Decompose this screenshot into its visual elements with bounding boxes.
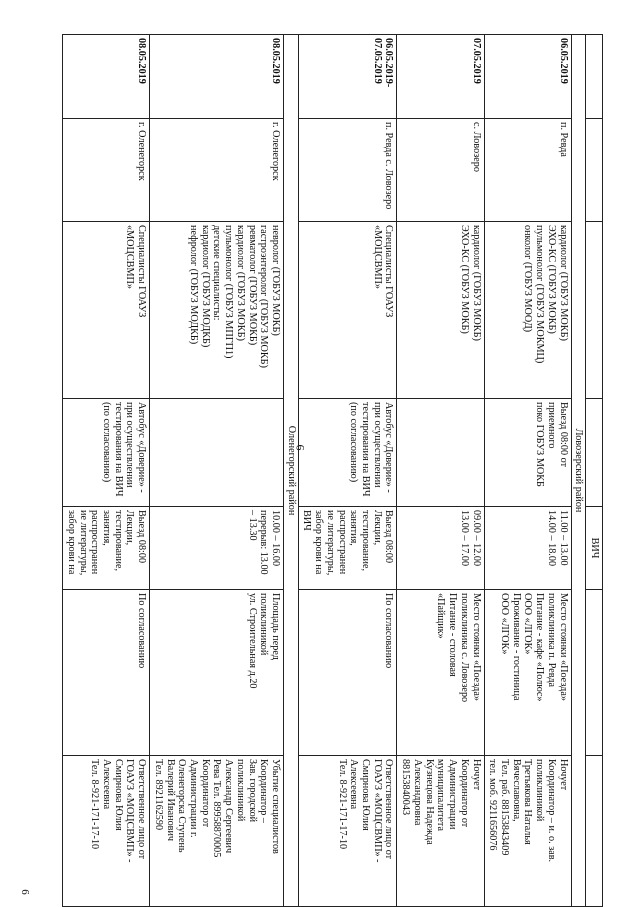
location-cell xyxy=(484,590,571,756)
location-line: По согласованию xyxy=(136,593,148,669)
location-line: Проживание - гостиница xyxy=(510,593,522,701)
responsible-line: Рева Тел. 89958870005 xyxy=(211,759,223,858)
place-cell: г. Оленегорск xyxy=(150,119,284,222)
time-line: 13.00 – 17.00 xyxy=(458,510,470,567)
location-line: Питание - столовая xyxy=(447,593,459,677)
location-line: Место стоянки «Поезда» xyxy=(470,593,482,701)
specialists-line: пульмонолог (ГОБУЗ МОКМЦ) xyxy=(534,225,546,364)
specialists-line: онколог (ГОБУЗ МООД) xyxy=(522,225,534,333)
specialists-line: детские специалисты: xyxy=(211,225,223,321)
location-line: По согласованию xyxy=(383,593,395,669)
time-line: распространен xyxy=(336,510,348,575)
specialists-line: Специалисты ГОАУЗ xyxy=(383,225,395,318)
page-number: 6 xyxy=(293,444,308,451)
specialists-line: «МОЦСВМП» xyxy=(371,225,383,289)
date-cell: 06.05.2019 xyxy=(484,35,571,119)
responsible-cell xyxy=(298,756,397,907)
transport-line: тестирования на ВИЧ xyxy=(360,402,372,497)
time-line: 09.00 – 12.00 xyxy=(470,510,482,567)
time-cell xyxy=(63,507,150,590)
specialists-line: нефролог (ГОБУЗ МОДКБ) xyxy=(188,225,199,345)
time-line: – 13.30 xyxy=(246,510,258,541)
specialists-line: кардиолог (ГОБУЗ МОДКБ) xyxy=(199,225,211,348)
section-title: Оленегорский район xyxy=(284,35,299,907)
section-header-row xyxy=(571,35,586,907)
schedule-table xyxy=(62,34,603,907)
responsible-line: Координатор – xyxy=(258,759,270,823)
responsible-line: муниципалитета xyxy=(435,759,447,832)
table-row xyxy=(63,35,150,907)
location-line: поликлиника с. Ловозеро xyxy=(458,593,470,703)
responsible-line: поликлиникой xyxy=(534,759,546,822)
transport-line: поко ГОБУЗ МОКБ xyxy=(534,402,546,487)
rotated-page xyxy=(67,34,603,906)
responsible-line: Александр Сергеевич xyxy=(223,759,235,854)
transport-cell xyxy=(397,399,484,507)
responsible-line: Ответственное лицо от xyxy=(383,759,395,860)
responsible-line: Ночует xyxy=(557,759,569,791)
specialists-line: ЭХО-КС (ГОБУЗ МОКБ) xyxy=(458,225,470,334)
responsible-line: Алексеевна xyxy=(348,759,360,810)
location-line: ООО «ЛГОК» xyxy=(498,593,510,655)
responsible-line: 88153840043 xyxy=(400,759,412,816)
location-line: «Пайщик» xyxy=(435,593,447,639)
time-cell xyxy=(397,507,484,590)
location-line: поликлиника п. Ревда xyxy=(545,593,557,688)
transport-cell xyxy=(484,399,571,507)
specialists-cell xyxy=(150,222,284,399)
transport-line: Автобус «Доверие» - xyxy=(136,402,148,493)
specialists-cell xyxy=(63,222,150,399)
responsible-line: Зав. городской xyxy=(246,759,258,823)
responsible-line: тел. моб. 9211656076 xyxy=(487,759,499,851)
specialists-line: «МОЦСВМП» xyxy=(124,225,136,289)
table-top-row xyxy=(586,35,603,907)
time-line: ВИЧ xyxy=(301,510,313,531)
responsible-line: Координатор от xyxy=(458,759,470,828)
table-row xyxy=(484,35,571,907)
time-line: забор крови на xyxy=(65,510,77,575)
responsible-line: Убытие специалистов xyxy=(270,759,282,854)
time-line: 14.00 – 18.00 xyxy=(545,510,557,567)
responsible-line: Вячеславовна, xyxy=(510,759,522,822)
specialists-line: невролог (ГОБУЗ МОКБ) xyxy=(270,225,282,336)
time-line: Лекции, xyxy=(124,510,136,546)
responsible-line: Администрации xyxy=(447,759,459,830)
date-cell: 06.05.2019-07.05.2019 xyxy=(298,35,397,119)
specialists-cell xyxy=(397,222,484,399)
responsible-line: Алексеевна xyxy=(100,759,112,810)
responsible-line: Тел. раб. 88153843409 xyxy=(498,759,510,856)
responsible-line: Третьякова Наталья xyxy=(522,759,534,845)
place-cell: с. Ловозеро xyxy=(397,119,484,222)
responsible-line: Смирнова Юлия xyxy=(360,759,372,831)
place-cell: г. Оленегорск xyxy=(63,119,150,222)
responsible-line: Валерий Иванович xyxy=(164,759,176,842)
time-line: Выезд 08:00 xyxy=(136,510,148,564)
responsible-line: Ответственное лицо от xyxy=(136,759,148,860)
location-cell xyxy=(397,590,484,756)
responsible-line: Александровна xyxy=(411,759,423,826)
vich-header: ВИЧ xyxy=(586,507,603,590)
specialists-line: ЭХО-КС (ГОБУЗ МОКБ) xyxy=(545,225,557,334)
time-line: распространен xyxy=(89,510,101,575)
time-line: Лекции, xyxy=(371,510,383,546)
specialists-line: гастроэнтеролог (ГОБУЗ МОКБ) xyxy=(258,225,270,368)
responsible-line: Смирнова Юлия xyxy=(112,759,124,831)
time-cell xyxy=(484,507,571,590)
time-line: 11.00 – 13.00 xyxy=(557,510,569,566)
location-cell xyxy=(298,590,397,756)
responsible-line: Координатор – и. о. зав. xyxy=(545,759,557,863)
time-line: забор крови на xyxy=(313,510,325,575)
location-cell xyxy=(63,590,150,756)
section-header-row xyxy=(284,35,299,907)
location-line: ООО «ЛГОК» xyxy=(522,593,534,655)
time-cell xyxy=(298,507,397,590)
section-title: Ловозерский район xyxy=(571,35,586,907)
specialists-cell xyxy=(484,222,571,399)
place-cell: п. Ревда xyxy=(484,119,571,222)
responsible-line: Координатор от xyxy=(199,759,211,828)
transport-line: при осуществлении xyxy=(124,402,136,488)
place-cell: п. Ревда с. Ловозеро xyxy=(298,119,397,222)
date-cell: 08.05.2019 xyxy=(150,35,284,119)
specialists-line: кардиолог (ГОБУЗ МОКБ) xyxy=(470,225,482,341)
date-cell: 08.05.2019 xyxy=(63,35,150,119)
time-line: тестирование, xyxy=(360,510,372,572)
location-line: ул. Строительная д.20 xyxy=(246,593,258,689)
specialists-line: Специалисты ГОАУЗ xyxy=(136,225,148,318)
specialists-line: кардиолог (ГОБУЗ МОКБ) xyxy=(557,225,569,341)
time-line: ие литературы, xyxy=(324,510,336,576)
responsible-line: Оленегорска Ступень xyxy=(176,759,188,853)
responsible-line: Администрации г. xyxy=(188,759,199,838)
edge-page-mark: 6 xyxy=(18,889,31,895)
location-line: Питание - кафе «Полюс» xyxy=(534,593,546,702)
time-line: занятия, xyxy=(100,510,112,546)
specialists-line: кардиолог (ГОБУЗ МОКБ) xyxy=(234,225,246,341)
responsible-line: Ночует xyxy=(470,759,482,791)
transport-cell xyxy=(298,399,397,507)
responsible-cell xyxy=(397,756,484,907)
specialists-line: ревматолог (ГОБУЗ МОКБ) xyxy=(246,225,258,346)
time-line: ие литературы, xyxy=(77,510,89,576)
transport-cell xyxy=(63,399,150,507)
time-line: занятия, xyxy=(348,510,360,546)
specialists-cell xyxy=(298,222,397,399)
table-row xyxy=(397,35,484,907)
transport-line: тестирования на ВИЧ xyxy=(112,402,124,497)
transport-line: (по согласованию) xyxy=(348,402,360,483)
table-row xyxy=(298,35,397,907)
responsible-line: Тел. 8-921-171-17-10 xyxy=(89,759,101,850)
time-line: Выезд 08:00 xyxy=(383,510,395,564)
responsible-line: Тел. 8921162590 xyxy=(152,759,164,831)
location-line: Место стоянки «Поезда» xyxy=(557,593,569,701)
time-line: перерыв: 13.00 xyxy=(258,510,270,575)
transport-line: (по согласованию) xyxy=(100,402,112,483)
responsible-line: Тел. 8-921-171-17-10 xyxy=(336,759,348,850)
responsible-line: ГОАУЗ «МОЦСВМП» - xyxy=(124,759,136,863)
responsible-line: поликлиникой xyxy=(234,759,246,822)
table-row xyxy=(150,35,284,907)
transport-cell xyxy=(150,399,284,507)
responsible-line: Кузнецова Надежда xyxy=(423,759,435,845)
responsible-cell xyxy=(484,756,571,907)
responsible-cell xyxy=(150,756,284,907)
responsible-cell xyxy=(63,756,150,907)
location-line: поликлиникой xyxy=(258,593,270,656)
transport-line: Выезд 08:00 от приемного xyxy=(545,402,569,468)
date-cell: 07.05.2019 xyxy=(397,35,484,119)
time-cell xyxy=(150,507,284,590)
specialists-line: пульмонолог (ГОБУЗ МПГП1) xyxy=(223,225,235,359)
transport-line: при осуществлении xyxy=(371,402,383,488)
location-line: Площадь перед xyxy=(270,593,282,660)
time-line: 10.00 – 16.00 xyxy=(270,510,282,567)
time-line: тестирование, xyxy=(112,510,124,572)
responsible-line: ГОАУЗ «МОЦСВМП» - xyxy=(371,759,383,863)
transport-line: Автобус «Доверие» - xyxy=(383,402,395,493)
location-cell xyxy=(150,590,284,756)
